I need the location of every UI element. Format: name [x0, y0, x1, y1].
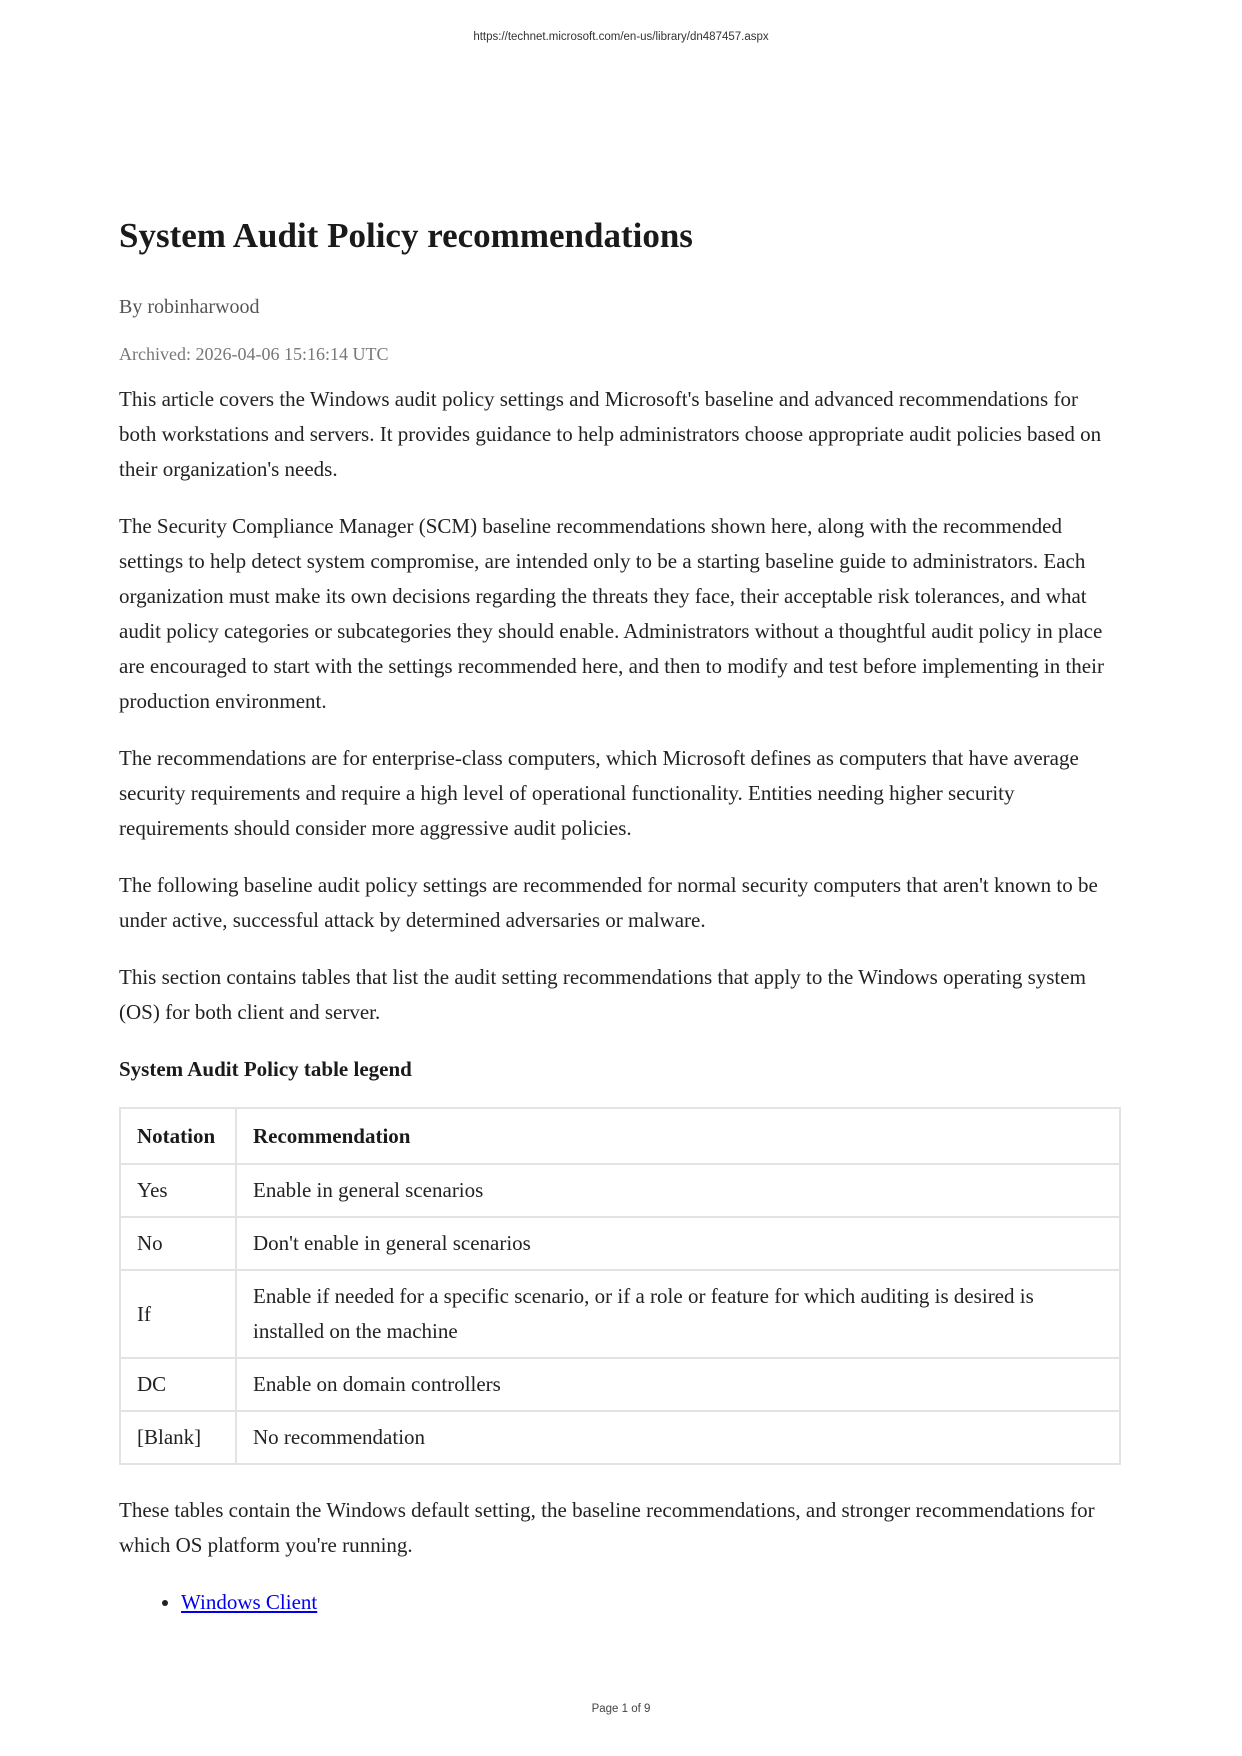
author-byline: By robinharwood: [119, 296, 260, 318]
recommendation-cell: Don't enable in general scenarios: [236, 1217, 1120, 1270]
closing-paragraph: These tables contain the Windows default setting, the baseline recommendations, and stronger recommendations for which OS platform you're running.: [119, 1498, 1095, 1557]
table-row: [120, 1270, 1120, 1358]
table-row: [120, 1164, 1120, 1217]
notation-cell: Yes: [120, 1164, 236, 1217]
scm-baseline-paragraph: The Security Compliance Manager (SCM) baseline recommendations shown here, along with the recommended settings to help detect system compromise, are intended only to be a starting baseline guide to administrators. Each organization must make its own decisions regarding the threats they face, their acceptable risk tolerances, and what audit policy categories or subcategories they should enable. Administrators without a thoughtful audit policy in place are encouraged to start with the settings recommended here, and then to modify and test before implementing in their production environment.: [119, 514, 1104, 713]
enterprise-class-paragraph: The recommendations are for enterprise-class computers, which Microsoft defines as computers that have average security requirements and require a high level of operational functionality. Entities needing higher security requirements should consider more aggressive audit policies.: [119, 746, 1079, 840]
archived-timestamp: Archived: 2026-04-06 15:16:14 UTC: [119, 344, 389, 364]
baseline-settings-paragraph: The following baseline audit policy settings are recommended for normal security computers that aren't known to be under active, successful attack by determined adversaries or malware.: [119, 873, 1098, 932]
legend-table-title: System Audit Policy table legend: [119, 1057, 412, 1081]
notation-cell: DC: [120, 1358, 236, 1411]
recommendation-cell: Enable in general scenarios: [236, 1164, 1120, 1217]
article: [119, 212, 1119, 1620]
windows-client-link[interactable]: Windows Client: [181, 1590, 318, 1614]
table-row: [120, 1411, 1120, 1464]
section-tables-paragraph: This section contains tables that list the audit setting recommendations that apply to the Windows operating system (OS) for both client and server.: [119, 965, 1086, 1024]
notation-cell: [Blank]: [120, 1411, 236, 1464]
page-title: System Audit Policy recommendations: [119, 216, 693, 255]
notation-cell: No: [120, 1217, 236, 1270]
recommendation-cell: No recommendation: [236, 1411, 1120, 1464]
notation-cell: If: [120, 1270, 236, 1358]
column-header-notation: Notation: [120, 1108, 236, 1164]
table-header-row: [120, 1108, 1120, 1164]
recommendation-cell: Enable if needed for a specific scenario, or if a role or feature for which auditing is desired is installed on the machine: [236, 1270, 1120, 1358]
platform-links-list: [119, 1585, 1119, 1620]
table-row: [120, 1217, 1120, 1270]
page-url-header: https://technet.microsoft.com/en-us/library/dn487457.aspx: [473, 31, 769, 43]
column-header-recommendation: Recommendation: [236, 1108, 1120, 1164]
legend-table: [119, 1107, 1121, 1465]
list-item: [181, 1585, 1119, 1620]
page-number: Page 1 of 9: [591, 1703, 651, 1715]
recommendation-cell: Enable on domain controllers: [236, 1358, 1120, 1411]
table-row: [120, 1358, 1120, 1411]
intro-paragraph: This article covers the Windows audit policy settings and Microsoft's baseline and advanced recommendations for both workstations and servers. It provides guidance to help administrators choose appropriate audit policies based on their organization's needs.: [119, 387, 1102, 481]
